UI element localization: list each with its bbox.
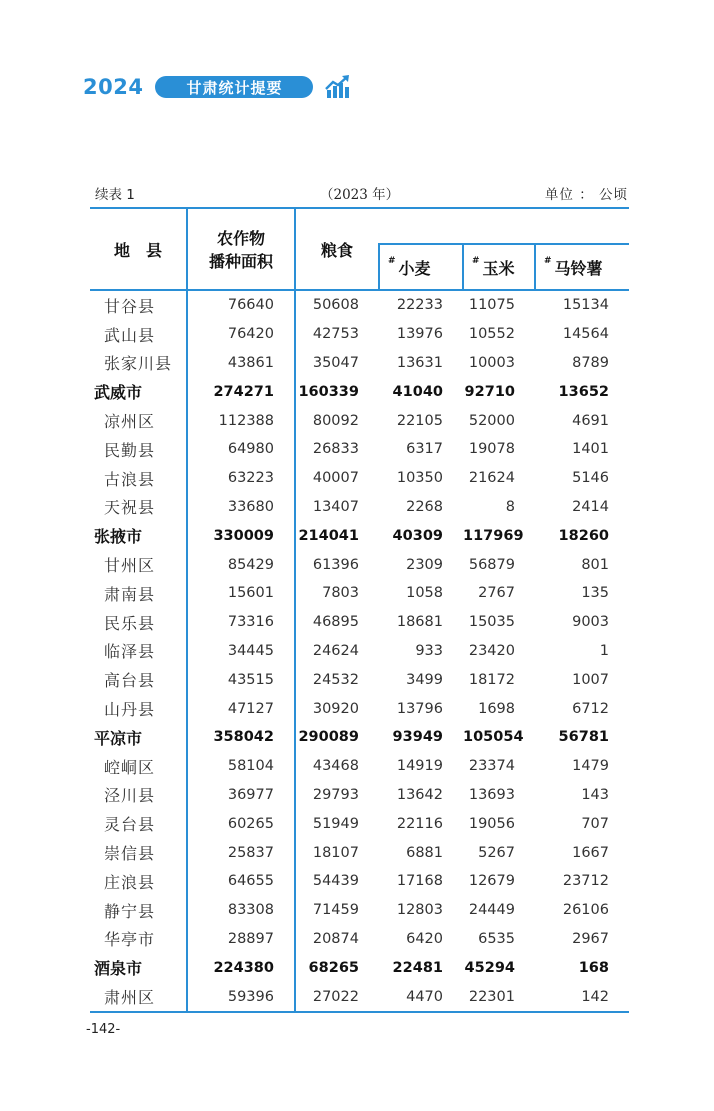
county-row — [90, 320, 629, 349]
sown-area-cell: 64980 — [187, 435, 295, 464]
header-sown-line2: 播种面积 — [208, 252, 273, 271]
region-name-cell: 酒泉市 — [94, 959, 143, 979]
grain-cell: 27022 — [295, 982, 379, 1012]
yearbook-title: 甘肃统计提要 — [155, 76, 313, 98]
county-row — [90, 493, 629, 522]
region-name-cell: 甘谷县 — [104, 296, 156, 316]
header-region: 地 县 — [90, 208, 187, 290]
sown-area-cell: 47127 — [187, 694, 295, 723]
corn-cell: 11075 — [468, 297, 515, 314]
potato-cell: 801 — [581, 556, 609, 573]
corn-cell: 45294 — [464, 959, 515, 976]
region-name-cell: 泾川县 — [104, 786, 156, 806]
potato-cell: 56781 — [558, 729, 609, 746]
city-row — [90, 723, 629, 752]
corn-cell: 13693 — [468, 786, 515, 803]
corn-cell: 2767 — [478, 585, 515, 602]
corn-cell: 56879 — [468, 556, 515, 573]
county-row — [90, 694, 629, 723]
grain-cell: 42753 — [295, 320, 379, 349]
grain-cell: 13407 — [295, 493, 379, 522]
wheat-cell: 4470 — [379, 982, 463, 1012]
region-name-cell: 静宁县 — [104, 901, 156, 921]
region-name-cell: 民乐县 — [104, 613, 156, 633]
potato-cell: 8789 — [572, 354, 609, 371]
corn-cell: 5267 — [478, 844, 515, 861]
corn-mark: # — [472, 255, 480, 266]
wheat-cell: 14919 — [396, 758, 443, 775]
header-sown-line1: 农作物 — [216, 229, 265, 248]
wheat-cell: 40309 — [392, 527, 443, 544]
wheat-mark: # — [388, 255, 396, 266]
sown-area-cell: 274271 — [187, 377, 295, 406]
corn-cell: 15035 — [468, 614, 515, 631]
sown-area-cell: 83308 — [187, 896, 295, 925]
region-name-cell: 甘州区 — [104, 556, 156, 576]
region-name-cell: 凉州区 — [104, 412, 156, 432]
wheat-cell: 22116 — [396, 815, 443, 832]
county-row — [90, 896, 629, 925]
wheat-cell: 22233 — [396, 297, 443, 314]
sown-area-cell: 76420 — [187, 320, 295, 349]
wheat-cell: 13796 — [396, 700, 443, 717]
potato-cell: 18260 — [558, 527, 609, 544]
grain-cell: 54439 — [295, 867, 379, 896]
wheat-cell: 6317 — [406, 441, 443, 458]
grain-cell: 24624 — [295, 637, 379, 666]
corn-cell: 10552 — [468, 326, 515, 343]
grain-cell: 290089 — [295, 723, 379, 752]
potato-cell: 13652 — [558, 383, 609, 400]
region-name-cell: 灵台县 — [104, 815, 156, 835]
region-name-cell: 天祝县 — [104, 498, 156, 518]
sown-area-cell: 43861 — [187, 349, 295, 378]
wheat-cell: 18681 — [396, 614, 443, 631]
grain-cell: 7803 — [295, 579, 379, 608]
county-row — [90, 349, 629, 378]
table-caption-continued: 续表 1 — [95, 187, 135, 203]
city-row — [90, 377, 629, 406]
wheat-cell: 12803 — [396, 902, 443, 919]
grain-cell: 24532 — [295, 665, 379, 694]
potato-cell: 23712 — [562, 873, 609, 890]
grain-cell: 71459 — [295, 896, 379, 925]
potato-cell: 1 — [599, 642, 609, 659]
table-caption-unit: 单位 ： 公顷 — [544, 187, 628, 203]
sown-area-cell: 33680 — [187, 493, 295, 522]
corn-cell: 10003 — [468, 354, 515, 371]
wheat-cell: 13631 — [396, 354, 443, 371]
wheat-cell: 41040 — [392, 383, 443, 400]
sown-area-cell: 34445 — [187, 637, 295, 666]
grain-cell: 61396 — [295, 550, 379, 579]
corn-cell: 19078 — [468, 441, 515, 458]
county-row — [90, 838, 629, 867]
page-number: -142- — [86, 1022, 121, 1037]
corn-cell: 117969 — [463, 527, 524, 544]
region-name-cell: 民勤县 — [104, 440, 156, 460]
potato-cell: 135 — [581, 585, 609, 602]
county-row — [90, 809, 629, 838]
sown-area-cell: 25837 — [187, 838, 295, 867]
corn-cell: 105054 — [463, 729, 524, 746]
grain-cell: 214041 — [295, 521, 379, 550]
grain-cell: 80092 — [295, 406, 379, 435]
grain-cell: 46895 — [295, 608, 379, 637]
wheat-cell: 2309 — [406, 556, 443, 573]
potato-cell: 142 — [535, 982, 629, 1012]
sown-area-cell: 85429 — [187, 550, 295, 579]
wheat-cell: 10350 — [396, 470, 443, 487]
wheat-cell: 6420 — [406, 930, 443, 947]
potato-cell: 707 — [581, 815, 609, 832]
grain-cell: 160339 — [295, 377, 379, 406]
grain-cell: 68265 — [295, 953, 379, 982]
crop-area-table — [90, 207, 629, 1013]
wheat-cell: 1058 — [406, 585, 443, 602]
grain-cell: 50608 — [295, 290, 379, 320]
grain-cell: 51949 — [295, 809, 379, 838]
wheat-cell: 17168 — [396, 873, 443, 890]
potato-cell: 1479 — [572, 758, 609, 775]
region-name-cell: 肃南县 — [104, 584, 156, 604]
county-row — [90, 925, 629, 954]
county-row — [90, 637, 629, 666]
potato-cell: 4691 — [572, 412, 609, 429]
region-name-cell: 庄浪县 — [104, 872, 156, 892]
sown-area-cell: 63223 — [187, 464, 295, 493]
potato-cell: 9003 — [572, 614, 609, 631]
corn-cell: 23420 — [468, 642, 515, 659]
region-name-cell: 武山县 — [104, 325, 156, 345]
potato-cell: 5146 — [572, 470, 609, 487]
corn-cell: 52000 — [468, 412, 515, 429]
county-row — [90, 608, 629, 637]
grain-cell: 40007 — [295, 464, 379, 493]
sown-area-cell: 36977 — [187, 781, 295, 810]
potato-mark: # — [544, 255, 552, 266]
region-name-cell: 华亭市 — [104, 930, 156, 950]
header-corn: # 玉米 — [463, 244, 535, 290]
header-sown-area — [187, 208, 295, 290]
potato-cell: 1667 — [572, 844, 609, 861]
wheat-cell: 22105 — [396, 412, 443, 429]
wheat-cell: 13976 — [396, 326, 443, 343]
county-row — [90, 982, 629, 1012]
city-row — [90, 521, 629, 550]
rising-chart-icon — [325, 74, 351, 100]
wheat-cell: 22481 — [392, 959, 443, 976]
potato-cell: 168 — [578, 959, 609, 976]
sown-area-cell: 224380 — [187, 953, 295, 982]
region-name-cell: 崆峒区 — [104, 757, 156, 777]
corn-cell: 6535 — [478, 930, 515, 947]
sown-area-cell: 15601 — [187, 579, 295, 608]
potato-cell: 26106 — [562, 902, 609, 919]
region-name-cell: 古浪县 — [104, 469, 156, 489]
corn-cell: 24449 — [468, 902, 515, 919]
header-wheat: # 小麦 — [379, 244, 463, 290]
corn-cell: 19056 — [468, 815, 515, 832]
potato-cell: 1401 — [572, 441, 609, 458]
potato-cell: 2967 — [572, 930, 609, 947]
grain-cell: 26833 — [295, 435, 379, 464]
grain-cell: 20874 — [295, 925, 379, 954]
potato-cell: 2414 — [572, 498, 609, 515]
corn-cell: 22301 — [463, 982, 535, 1012]
region-name-cell: 高台县 — [104, 671, 156, 691]
county-row — [90, 867, 629, 896]
table-caption-year: （2023 年） — [320, 187, 400, 203]
county-row — [90, 665, 629, 694]
county-row — [90, 781, 629, 810]
corn-cell: 18172 — [468, 671, 515, 688]
region-name-cell: 临泽县 — [104, 642, 156, 662]
corn-cell: 23374 — [468, 758, 515, 775]
wheat-cell: 933 — [415, 642, 443, 659]
wheat-cell: 6881 — [406, 844, 443, 861]
sown-area-cell: 60265 — [187, 809, 295, 838]
grain-cell: 29793 — [295, 781, 379, 810]
table-body — [90, 290, 629, 1012]
sown-area-cell: 76640 — [187, 290, 295, 320]
sown-area-cell: 58104 — [187, 752, 295, 781]
potato-cell: 1007 — [572, 671, 609, 688]
county-row — [90, 406, 629, 435]
region-name-cell: 武威市 — [94, 383, 143, 403]
grain-cell: 35047 — [295, 349, 379, 378]
potato-cell: 6712 — [572, 700, 609, 717]
grain-cell: 43468 — [295, 752, 379, 781]
county-row — [90, 290, 629, 320]
region-name-cell: 崇信县 — [104, 844, 156, 864]
county-row — [90, 752, 629, 781]
county-row — [90, 579, 629, 608]
corn-cell: 1698 — [478, 700, 515, 717]
region-name-cell: 平凉市 — [94, 728, 143, 748]
city-row — [90, 953, 629, 982]
region-name-cell: 肃州区 — [90, 982, 187, 1012]
potato-cell: 15134 — [562, 297, 609, 314]
sown-area-cell: 59396 — [187, 982, 295, 1012]
sown-area-cell: 73316 — [187, 608, 295, 637]
sown-area-cell: 358042 — [187, 723, 295, 752]
wheat-cell: 3499 — [406, 671, 443, 688]
corn-cell: 12679 — [468, 873, 515, 890]
county-row — [90, 464, 629, 493]
wheat-cell: 2268 — [406, 498, 443, 515]
wheat-cell: 13642 — [396, 786, 443, 803]
sown-area-cell: 28897 — [187, 925, 295, 954]
county-row — [90, 550, 629, 579]
yearbook-year: 2024 — [83, 75, 144, 99]
region-name-cell: 张家川县 — [104, 354, 173, 374]
region-name-cell: 张掖市 — [94, 527, 143, 547]
potato-cell: 14564 — [562, 326, 609, 343]
sown-area-cell: 330009 — [187, 521, 295, 550]
potato-cell: 143 — [581, 786, 609, 803]
header-potato: # 马铃薯 — [535, 244, 629, 290]
corn-cell: 8 — [505, 498, 515, 515]
county-row — [90, 435, 629, 464]
region-name-cell: 山丹县 — [104, 700, 156, 720]
corn-cell: 21624 — [468, 470, 515, 487]
sown-area-cell: 64655 — [187, 867, 295, 896]
sown-area-cell: 43515 — [187, 665, 295, 694]
header-grain: 粮食 — [295, 208, 379, 290]
sown-area-cell: 112388 — [187, 406, 295, 435]
corn-cell: 92710 — [464, 383, 515, 400]
grain-cell: 18107 — [295, 838, 379, 867]
wheat-cell: 93949 — [392, 729, 443, 746]
page-header — [83, 72, 351, 102]
grain-cell: 30920 — [295, 694, 379, 723]
